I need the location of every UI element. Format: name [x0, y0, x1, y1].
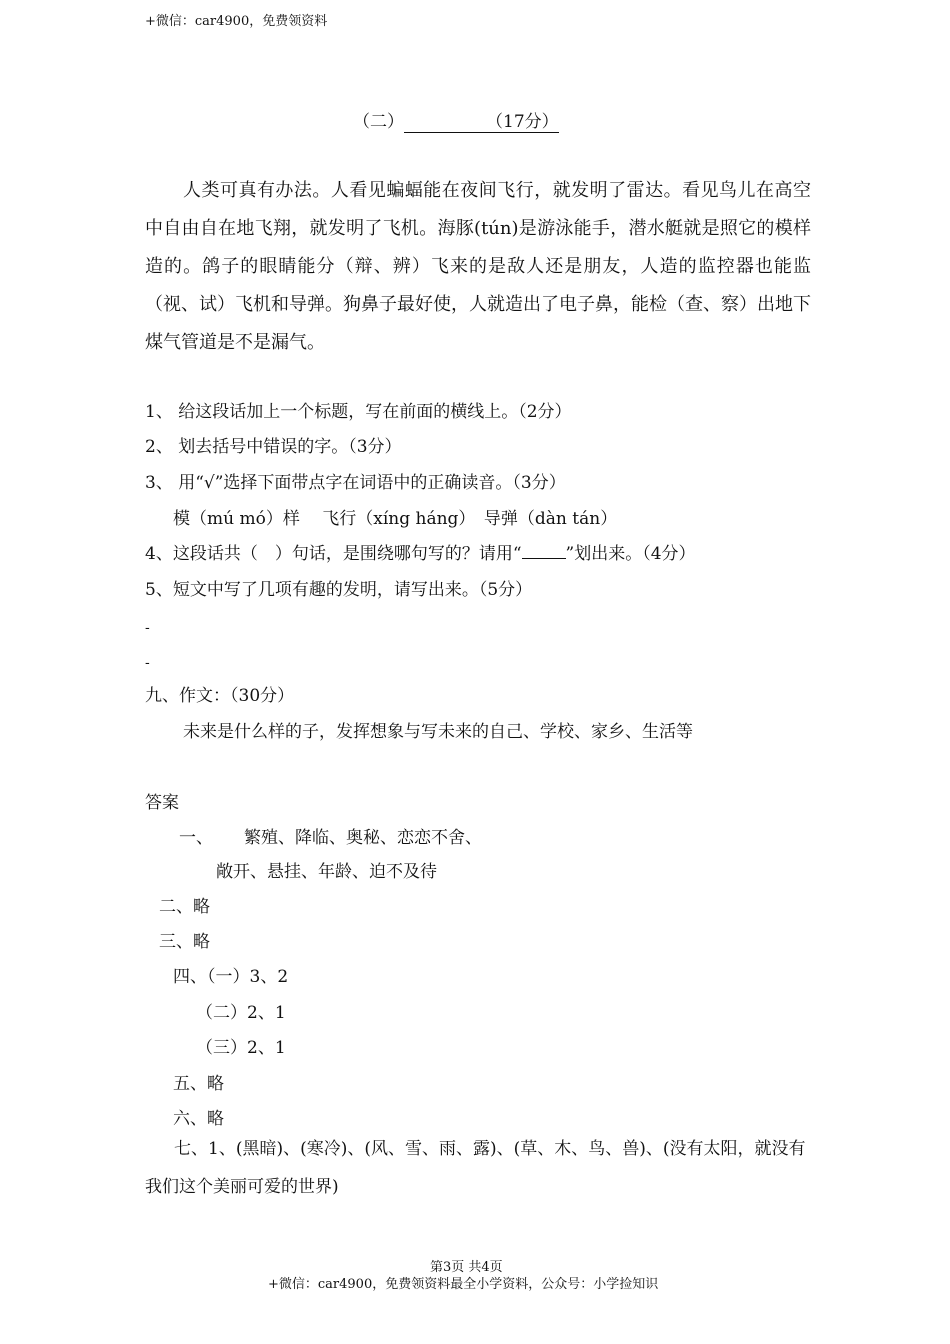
section-title	[353, 107, 559, 133]
title-blank-line	[404, 114, 486, 133]
answer-1-line-1: 繁殖、降临、奥秘、恋恋不舍、	[244, 828, 482, 848]
question-4	[145, 539, 696, 564]
answer-4-part-2: （二）2、1	[196, 1003, 286, 1023]
q4-text-after: ”划出来。（4分）	[565, 544, 696, 564]
answer-1-label: 一、	[179, 828, 213, 848]
answer-2: 二、略	[159, 897, 210, 917]
answer-4-part-1: 四、（一）3、2	[173, 967, 289, 987]
passage-text: 人类可真有办法。人看见蝙蝠能在夜间飞行，就发明了雷达。看见鸟儿在高空中自由自在地飞翔，就发明了飞机。海豚(tún)是游泳能手，潜水艇就是照它的模样造的。鸽子的眼睛能分（辩、辨）飞来的是敌人还是朋友，人造的监控器也能监（视、试）飞机和导弹。狗鼻子最好使，人就造出了电子鼻，能检（查、察）出地下煤气管道是不是漏气。	[145, 180, 811, 353]
answer-dash: -	[145, 655, 150, 671]
answer-6: 六、略	[173, 1109, 224, 1129]
question-2: 2、 划去括号中错误的字。（3分）	[145, 437, 402, 457]
question-3: 3、 用“√”选择下面带点字在词语中的正确读音。（3分）	[145, 473, 566, 493]
answer-3: 三、略	[159, 932, 210, 952]
answer-dash: -	[145, 620, 150, 636]
answer-7-text: 七、1、(黑暗)、(寒冷)、(风、雪、雨、露)、(草、木、鸟、兽)、(没有太阳，就没有我们这个美丽可爱的世界)	[145, 1139, 806, 1197]
answer-5: 五、略	[173, 1074, 224, 1094]
answer-7	[145, 1130, 811, 1206]
question-5: 5、短文中写了几项有趣的发明，请写出来。（5分）	[145, 580, 533, 600]
page-header-note: +微信：car4900，免费领资料	[145, 14, 328, 29]
question-1: 1、 给这段话加上一个标题，写在前面的横线上。（2分）	[145, 402, 572, 422]
composition-prompt: 未来是什么样的子，发挥想象与写未来的自己、学校、家乡、生活等	[183, 722, 693, 742]
section-prefix: （二）	[353, 112, 404, 132]
reading-passage	[145, 172, 811, 362]
page-footer-note: +微信：car4900，免费领资料最全小学资料，公众号：小学捡知识	[268, 1277, 659, 1292]
section-score: （17分）	[486, 112, 559, 132]
answer-1-line-2: 敞开、悬挂、年龄、迫不及待	[216, 862, 437, 882]
composition-title: 九、作文：（30分）	[145, 686, 295, 706]
answers-heading: 答案	[145, 793, 179, 813]
q4-underline-blank	[522, 542, 566, 559]
answer-4-part-3: （三）2、1	[196, 1038, 286, 1058]
question-3-options: 模（mú mó）样 飞行（xíng háng） 导弹（dàn tán）	[173, 509, 618, 529]
page-number: 第3页 共4页	[430, 1260, 503, 1275]
q4-text-before: 4、这段话共（ ）句话，是围绕哪句写的？请用“	[145, 544, 522, 564]
